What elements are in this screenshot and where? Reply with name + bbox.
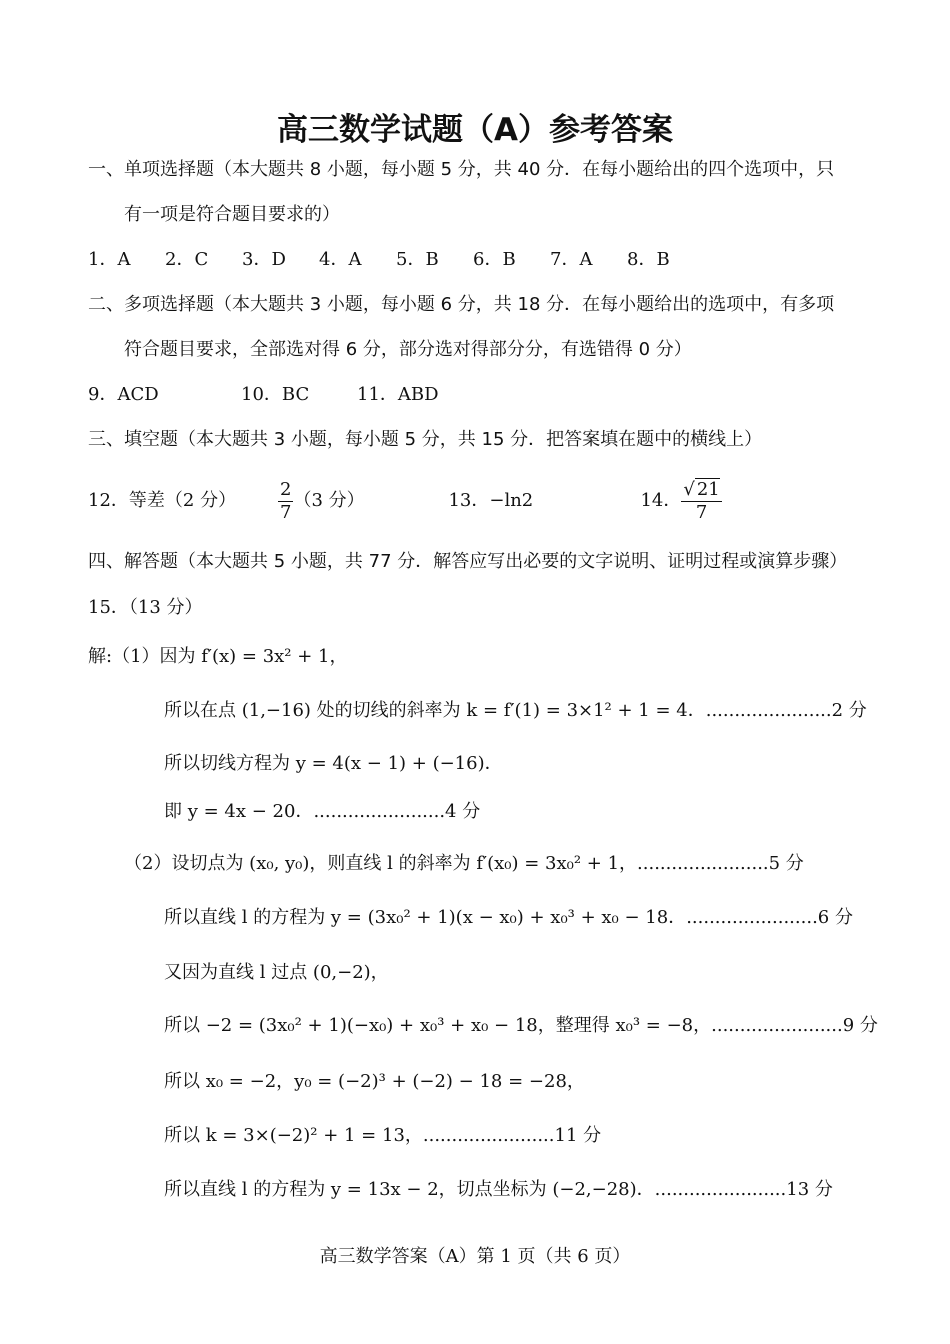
section1-heading-line2: 有一项是符合题目要求的）	[124, 204, 340, 225]
section3-heading: 三、填空题（本大题共 3 小题，每小题 5 分，共 15 分．把答案填在题中的横线上）	[88, 429, 763, 450]
section4-heading: 四、解答题（本大题共 5 小题，共 77 分．解答应写出必要的文字说明、证明过程或演算步骤）	[88, 551, 848, 572]
q15-header: 15．（13 分）	[88, 597, 203, 618]
solution-line: 所以 k = 3×(−2)² + 1 = 13，.......................11 分	[164, 1125, 602, 1146]
answer-item: 10．BC	[241, 384, 310, 405]
answer-item: 3．D	[242, 249, 286, 270]
q14-label: 14．	[640, 490, 682, 511]
solution-line: 所以直线 l 的方程为 y = 13x − 2，切点坐标为 (−2,−28)．.......................13 分	[164, 1179, 833, 1200]
section2-answers	[88, 383, 473, 407]
section3-answers	[88, 476, 722, 526]
q12-points: （3 分）	[293, 490, 365, 511]
q12-fraction	[278, 479, 293, 524]
solution-line: 所以直线 l 的方程为 y = (3x₀² + 1)(x − x₀) + x₀³ + x₀ − 18．.......................6 分	[164, 907, 853, 928]
answer-item: 8．B	[627, 249, 670, 270]
answer-item: 7．A	[550, 249, 593, 270]
q14-fraction	[681, 479, 721, 524]
answer-item: 2．C	[165, 249, 209, 270]
solution-line: 又因为直线 l 过点 (0,−2)，	[164, 962, 389, 983]
solution-line: 所以在点 (1,−16) 处的切线的斜率为 k = f′(1) = 3×1² + 1 = 4．......................2 分	[164, 700, 867, 721]
q13-answer: 13．−ln2	[448, 490, 534, 511]
answer-item: 11．ABD	[357, 384, 439, 405]
solution-line: （2）设切点为 (x₀, y₀)，则直线 l 的斜率为 f′(x₀) = 3x₀² + 1，.......................5 分	[124, 853, 804, 874]
fraction-numerator: 2	[280, 478, 292, 500]
answer-item: 9．ACD	[88, 384, 159, 405]
answer-item: 5．B	[396, 249, 439, 270]
solution-line: 所以 −2 = (3x₀² + 1)(−x₀) + x₀³ + x₀ − 18，整理得 x₀³ = −8，.......................9 分	[164, 1015, 878, 1036]
fraction-denominator: 7	[280, 501, 292, 523]
section2-heading-line1: 二、多项选择题（本大题共 3 小题，每小题 6 分，共 18 分．在每小题给出的选项中，有多项	[88, 294, 835, 315]
solution-line: 所以切线方程为 y = 4(x − 1) + (−16)．	[164, 753, 503, 774]
answer-item: 4．A	[319, 249, 362, 270]
q12-label: 12．等差（2 分）	[88, 490, 237, 511]
section2-heading-line2: 符合题目要求，全部选对得 6 分，部分选对得部分分，有选错得 0 分）	[124, 339, 692, 360]
section1-answers	[88, 248, 704, 272]
solution-line: 即 y = 4x − 20．.......................4 分	[164, 801, 481, 822]
fraction-denominator: 7	[695, 501, 708, 523]
section1-heading-line1: 一、单项选择题（本大题共 8 小题，每小题 5 分，共 40 分．在每小题给出的四个选项中，只	[88, 159, 835, 180]
page-footer: 高三数学答案（A）第 1 页（共 6 页）	[319, 1246, 631, 1267]
solution-line: 解:（1）因为 f′(x) = 3x² + 1，	[88, 646, 348, 667]
page-title: 高三数学试题（A）参考答案	[277, 112, 673, 148]
fraction-numerator: √ 21	[683, 478, 720, 500]
solution-line: 所以 x₀ = −2，y₀ = (−2)³ + (−2) − 18 = −28，	[164, 1071, 585, 1092]
answer-item: 1．A	[88, 249, 131, 270]
sqrt-radicand: 21	[696, 478, 720, 500]
answer-item: 6．B	[473, 249, 516, 270]
